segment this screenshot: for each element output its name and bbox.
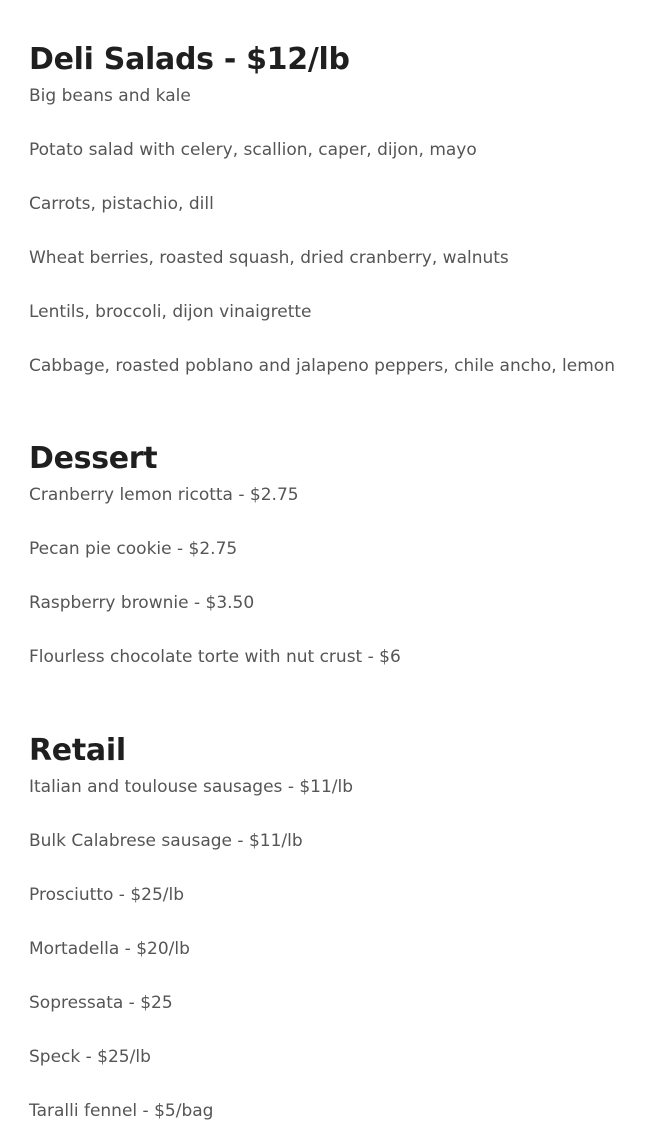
section-deli-salads: [29, 42, 615, 377]
retail-list: [29, 776, 353, 1122]
menu-item: Potato salad with celery, scallion, caper, dijon, mayo: [29, 140, 477, 160]
section-dessert: [29, 441, 401, 668]
section-retail: [29, 733, 353, 1122]
menu-item: Raspberry brownie - $3.50: [29, 593, 255, 613]
menu-item: Cranberry lemon ricotta - $2.75: [29, 485, 299, 505]
deli-salads-list: [29, 85, 615, 377]
menu-item: Mortadella - $20/lb: [29, 939, 190, 959]
menu-item: Big beans and kale: [29, 86, 191, 106]
section-title-retail: Retail: [29, 733, 126, 768]
menu-item: Lentils, broccoli, dijon vinaigrette: [29, 302, 312, 322]
menu-item: Italian and toulouse sausages - $11/lb: [29, 777, 354, 797]
menu-item: Cabbage, roasted poblano and jalapeno peppers, chile ancho, lemon: [29, 356, 615, 376]
section-title-dessert: Dessert: [29, 441, 158, 476]
menu-item: Carrots, pistachio, dill: [29, 194, 214, 214]
menu-item: Pecan pie cookie - $2.75: [29, 539, 238, 559]
section-title-deli-salads: Deli Salads - $12/lb: [29, 42, 350, 77]
menu-item: Speck - $25/lb: [29, 1047, 151, 1067]
menu-item: Taralli fennel - $5/bag: [29, 1101, 214, 1121]
menu-item: Wheat berries, roasted squash, dried cranberry, walnuts: [29, 248, 509, 268]
menu-item: Sopressata - $25: [29, 993, 173, 1013]
menu-item: Prosciutto - $25/lb: [29, 885, 185, 905]
menu-item: Bulk Calabrese sausage - $11/lb: [29, 831, 303, 851]
menu-item: Flourless chocolate torte with nut crust - $6: [29, 647, 401, 667]
dessert-list: [29, 484, 401, 668]
